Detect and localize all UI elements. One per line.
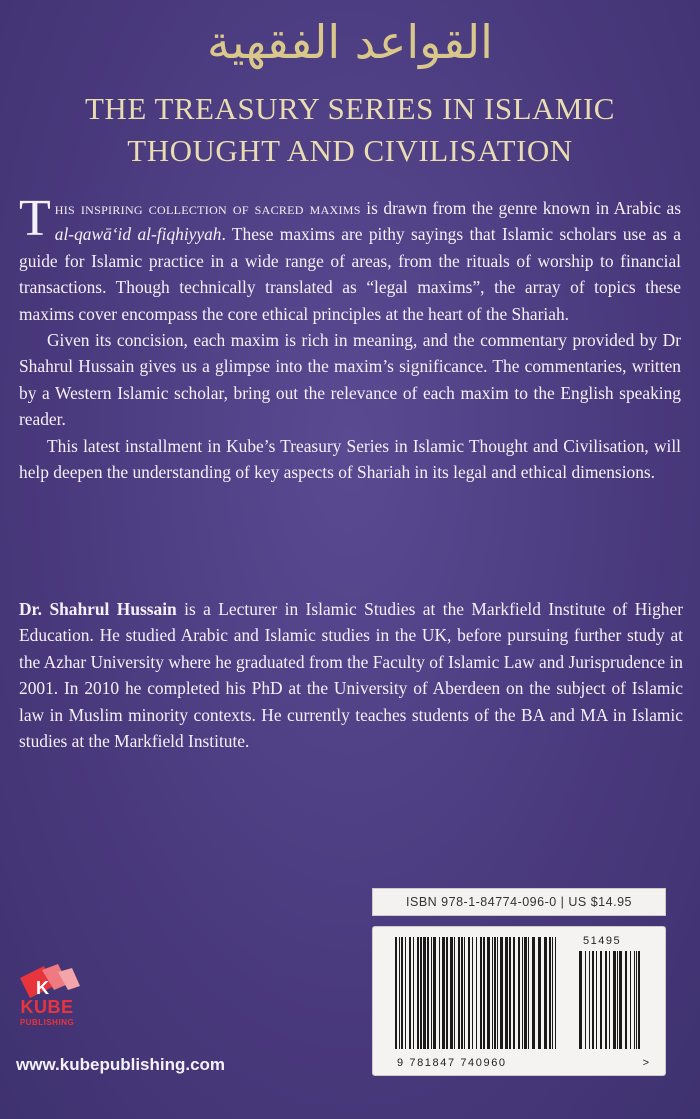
barcode-addon: 51495 xyxy=(583,935,622,947)
barcode xyxy=(372,926,666,1076)
blurb-paragraph-2: Given its concision, each maxim is rich in meaning, and the commentary provided by Dr Shahrul Hussain gives us a glimpse into the maxim’s significance. The commentaries, written by a Western Islamic scholar, bring out the relevance of each maxim to the English speaking reader. xyxy=(19,330,681,430)
blurb-text: . These maxims are pithy sayings that Islamic scholars use as a guide for Islamic practice in a wide range of areas, from the rituals of worship to financial transactions. Though technically translated as “legal maxims”, the array of topics these maxims cover encompass the core ethical principles at the heart of the Shariah. xyxy=(19,224,681,324)
dropcap: T xyxy=(19,190,51,247)
blurb-text: is drawn from the genre known in Arabic as xyxy=(360,198,681,218)
author-bio xyxy=(19,596,683,754)
author-bio-text: is a Lecturer in Islamic Studies at the Markfield Institute of Higher Education. He studied Arabic and Islamic studies in the UK, before pursuing further study at the Azhar University where he graduated from the Faculty of Islamic Law and Jurisprudence in 2001. In 2010 he completed his PhD at the University of Aberdeen on the subject of Islamic law in Muslim minority contexts. He currently teaches students of the BA and MA in Islamic studies at the Markfield Institute. xyxy=(19,599,683,752)
barcode-end-mark: > xyxy=(642,1057,649,1069)
series-title: THE TREASURY SERIES IN ISLAMIC THOUGHT AND CIVILISATION xyxy=(85,91,615,168)
arabic-title: القواعد الفقهية xyxy=(207,15,493,69)
barcode-bars xyxy=(373,927,665,1075)
blurb xyxy=(19,190,681,485)
publisher-name: KUBE xyxy=(20,997,74,1017)
blurb-paragraph-3: This latest installment in Kube’s Treasury Series in Islamic Thought and Civilisation, will help deepen the understanding of key aspects of Shariah in its legal and ethical dimensions. xyxy=(19,435,681,483)
blurb-lead: his inspiring collection of sacred maxims xyxy=(54,198,361,218)
blurb-paragraph-1 xyxy=(19,190,681,327)
publisher-website: www.kubepublishing.com xyxy=(16,1055,226,1074)
blurb-arabic-term: al-qawā‘id al-fiqhiyyah xyxy=(54,224,222,245)
isbn-price-label: ISBN 978-1-84774-096-0 | US $14.95 xyxy=(372,888,666,916)
author-name: Dr. Shahrul Hussain xyxy=(19,599,177,619)
barcode-digits: 9 781847 740960 xyxy=(397,1057,507,1069)
logo-letter: K xyxy=(36,978,49,998)
publisher-subtitle: PUBLISHING xyxy=(19,1018,75,1027)
